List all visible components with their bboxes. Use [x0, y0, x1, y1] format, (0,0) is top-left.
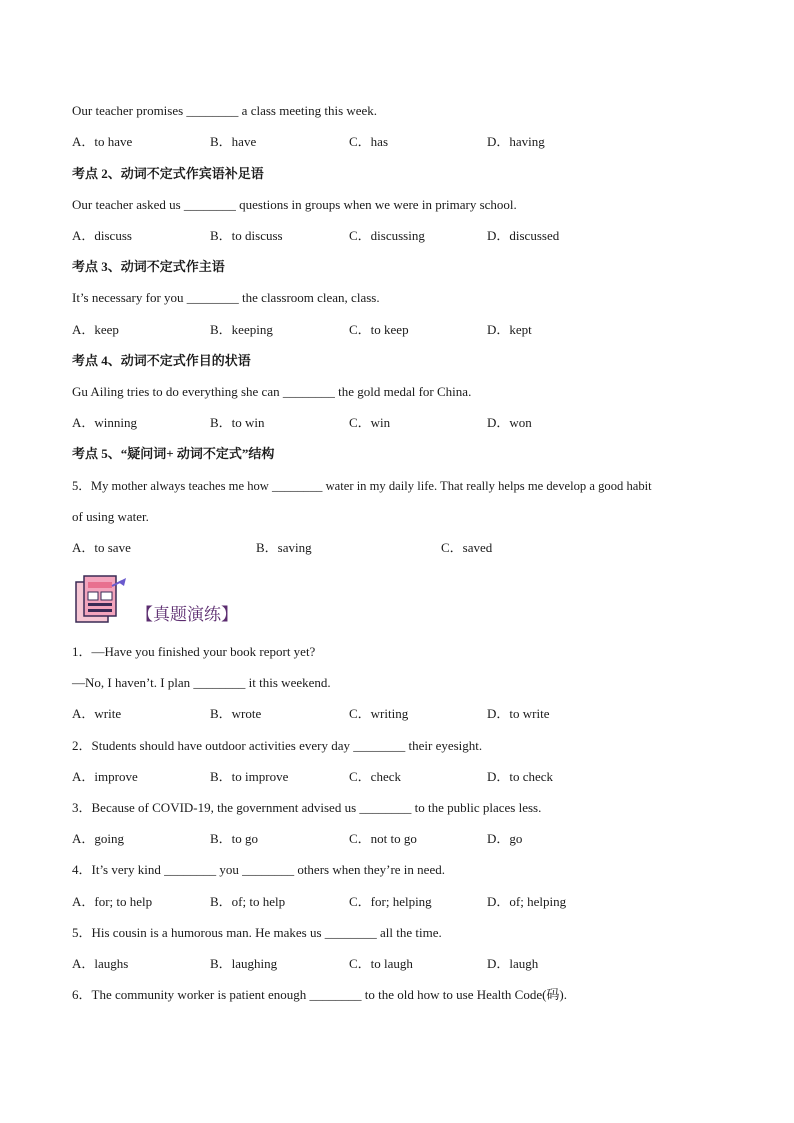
question-stem: 5．My mother always teaches me how ________ water in my daily life. That really helps me develop a good habit — [72, 479, 652, 493]
option-a: A．discuss — [72, 228, 132, 243]
option-b: B．of; to help — [210, 894, 286, 909]
option-a: A．to save — [72, 540, 131, 555]
option-a: A．improve — [72, 769, 138, 784]
option-a: A．going — [72, 831, 125, 846]
option-b: B．to win — [210, 415, 265, 430]
document-icon — [72, 572, 128, 628]
option-b: B．laughing — [210, 956, 278, 971]
option-d: D．kept — [487, 322, 532, 337]
option-a: A．winning — [72, 415, 138, 430]
option-c: C．for; helping — [349, 894, 432, 909]
question-stem: Our teacher promises ________ a class meeting this week. — [72, 103, 378, 118]
question-stem-cont: of using water. — [72, 509, 149, 524]
option-d: D．of; helping — [487, 894, 567, 909]
option-d: D．having — [487, 134, 545, 149]
question-stem: 4．It’s very kind ________ you ________ others when they’re in need. — [72, 862, 445, 877]
question-stem-cont: —No, I haven’t. I plan ________ it this weekend. — [72, 675, 331, 690]
option-d: D．go — [487, 831, 523, 846]
option-b: B．have — [210, 134, 257, 149]
option-b: B．saving — [256, 540, 312, 555]
question-stem: 3．Because of COVID-19, the government advised us ________ to the public places less. — [72, 800, 542, 815]
question-stem: It’s necessary for you ________ the classroom clean, class. — [72, 290, 380, 305]
option-c: C．not to go — [349, 831, 417, 846]
option-b: B．to discuss — [210, 228, 283, 243]
question-stem: Gu Ailing tries to do everything she can ________ the gold medal for China. — [72, 384, 472, 399]
option-d: D．discussed — [487, 228, 560, 243]
option-d: D．won — [487, 415, 532, 430]
question-stem: 1．—Have you finished your book report yet? — [72, 644, 316, 659]
kp3-heading: 考点 3、动词不定式作主语 — [72, 259, 225, 274]
option-c: C．to laugh — [349, 956, 413, 971]
option-a: A．write — [72, 706, 122, 721]
option-b: B．keeping — [210, 322, 273, 337]
section-title: 【真题演练】 — [136, 605, 238, 625]
option-d: D．to write — [487, 706, 550, 721]
option-c: C．check — [349, 769, 401, 784]
section-header — [72, 572, 372, 632]
option-d: D．to check — [487, 769, 554, 784]
question-stem: 5．His cousin is a humorous man. He makes us ________ all the time. — [72, 925, 442, 940]
option-b: B．to go — [210, 831, 259, 846]
option-d: D．laugh — [487, 956, 539, 971]
option-a: A．keep — [72, 322, 119, 337]
option-c: C．writing — [349, 706, 409, 721]
kp5-heading: 考点 5、“疑问词+ 动词不定式”结构 — [72, 446, 275, 461]
option-a: A．laughs — [72, 956, 129, 971]
option-b: B．to improve — [210, 769, 289, 784]
kp2-heading: 考点 2、动词不定式作宾语补足语 — [72, 166, 264, 181]
option-a: A．for; to help — [72, 894, 153, 909]
question-stem: 6．The community worker is patient enough ________ to the old how to use Health Code(码). — [72, 987, 567, 1002]
option-c: C．saved — [441, 540, 493, 555]
option-b: B．wrote — [210, 706, 262, 721]
option-c: C．discussing — [349, 228, 425, 243]
option-c: C．to keep — [349, 322, 409, 337]
question-stem: 2．Students should have outdoor activities every day ________ their eyesight. — [72, 738, 483, 753]
question-stem: Our teacher asked us ________ questions in groups when we were in primary school. — [72, 197, 517, 212]
option-a: A．to have — [72, 134, 133, 149]
option-c: C．has — [349, 134, 389, 149]
kp4-heading: 考点 4、动词不定式作目的状语 — [72, 353, 251, 368]
option-c: C．win — [349, 415, 391, 430]
